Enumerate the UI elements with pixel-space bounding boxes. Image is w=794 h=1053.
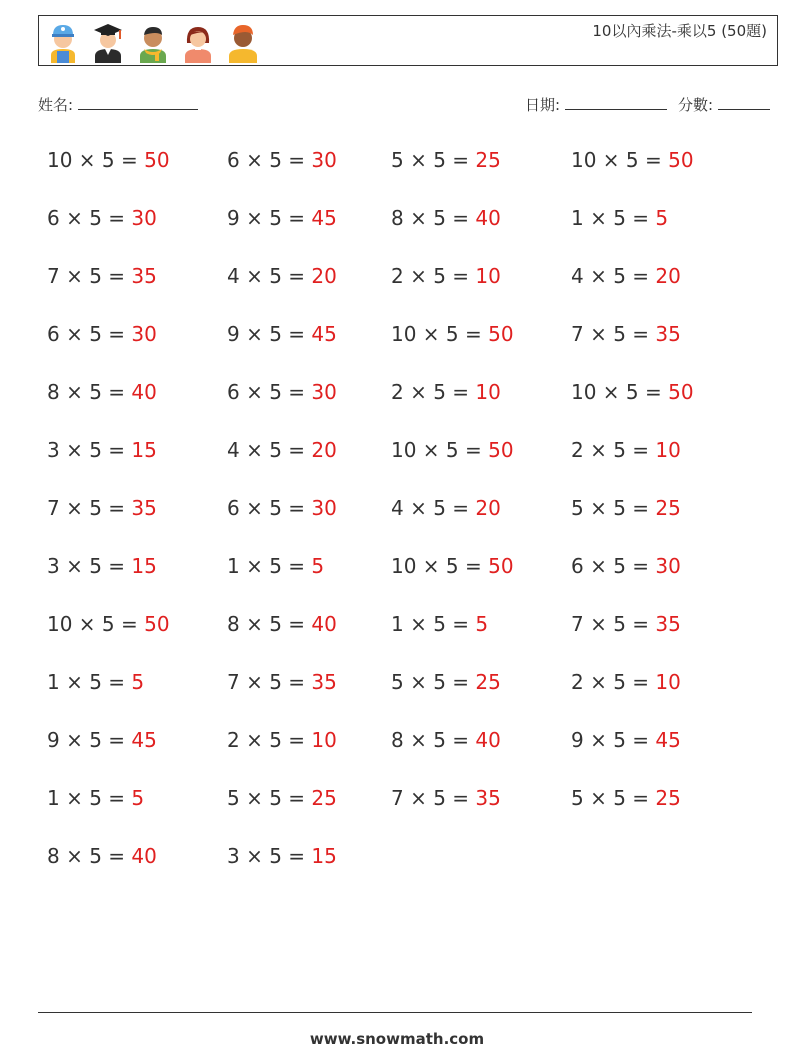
problem-item xyxy=(47,264,157,288)
problem-answer: 35 xyxy=(655,322,681,346)
problem-answer: 45 xyxy=(311,206,337,230)
problem-answer: 30 xyxy=(131,206,157,230)
problem-question: 1 × 5 = xyxy=(227,554,312,578)
problem-question: 2 × 5 = xyxy=(227,728,312,752)
problem-item xyxy=(391,496,501,520)
problem-question: 5 × 5 = xyxy=(571,786,656,810)
problem-question: 9 × 5 = xyxy=(571,728,656,752)
problem-item xyxy=(571,554,681,578)
score-label: 分數: xyxy=(678,96,714,114)
problem-question: 8 × 5 = xyxy=(227,612,312,636)
problem-item xyxy=(391,438,514,462)
problem-question: 10 × 5 = xyxy=(391,438,489,462)
problem-item xyxy=(571,438,681,462)
problem-item xyxy=(227,786,337,810)
problem-answer: 30 xyxy=(131,322,157,346)
problem-item xyxy=(571,786,681,810)
problem-question: 6 × 5 = xyxy=(227,380,312,404)
problem-answer: 30 xyxy=(655,554,681,578)
problem-answer: 40 xyxy=(311,612,337,636)
problem-answer: 40 xyxy=(131,380,157,404)
problem-question: 3 × 5 = xyxy=(227,844,312,868)
problem-item xyxy=(571,670,681,694)
problem-answer: 50 xyxy=(668,380,694,404)
problem-answer: 5 xyxy=(131,670,145,694)
problem-question: 6 × 5 = xyxy=(47,322,132,346)
problem-question: 1 × 5 = xyxy=(391,612,476,636)
problem-answer: 50 xyxy=(488,322,514,346)
date-label: 日期: xyxy=(525,96,561,114)
problem-answer: 40 xyxy=(131,844,157,868)
girl-avatar-icon xyxy=(180,19,217,63)
problem-answer: 30 xyxy=(311,380,337,404)
problem-answer: 40 xyxy=(475,206,501,230)
problem-item xyxy=(571,322,681,346)
problem-question: 1 × 5 = xyxy=(47,670,132,694)
problem-answer: 40 xyxy=(475,728,501,752)
problem-answer: 25 xyxy=(475,148,501,172)
problem-item xyxy=(227,264,337,288)
problem-question: 4 × 5 = xyxy=(227,264,312,288)
problem-question: 7 × 5 = xyxy=(227,670,312,694)
problem-question: 1 × 5 = xyxy=(571,206,656,230)
date-field[interactable] xyxy=(525,94,667,115)
problem-item xyxy=(391,148,501,172)
problem-question: 4 × 5 = xyxy=(227,438,312,462)
problem-item xyxy=(47,612,170,636)
problem-item xyxy=(571,728,681,752)
problem-question: 7 × 5 = xyxy=(47,496,132,520)
name-label: 姓名: xyxy=(38,96,74,114)
problem-answer: 20 xyxy=(311,438,337,462)
problem-answer: 35 xyxy=(131,496,157,520)
problem-item xyxy=(391,380,501,404)
problem-answer: 10 xyxy=(311,728,337,752)
problem-item xyxy=(47,148,170,172)
problem-question: 5 × 5 = xyxy=(571,496,656,520)
problem-question: 10 × 5 = xyxy=(47,612,145,636)
problem-question: 4 × 5 = xyxy=(571,264,656,288)
problem-answer: 35 xyxy=(311,670,337,694)
problem-answer: 50 xyxy=(144,148,170,172)
problem-question: 8 × 5 = xyxy=(391,206,476,230)
problem-question: 10 × 5 = xyxy=(391,554,489,578)
problem-question: 6 × 5 = xyxy=(227,496,312,520)
date-blank[interactable] xyxy=(565,95,667,110)
problem-item xyxy=(391,206,501,230)
footer-url: www.snowmath.com xyxy=(309,1030,485,1048)
problem-item xyxy=(47,728,157,752)
problem-answer: 15 xyxy=(131,554,157,578)
problem-answer: 10 xyxy=(475,264,501,288)
problem-answer: 25 xyxy=(655,786,681,810)
problem-answer: 45 xyxy=(655,728,681,752)
problem-question: 5 × 5 = xyxy=(227,786,312,810)
problem-item xyxy=(571,612,681,636)
problem-question: 2 × 5 = xyxy=(571,670,656,694)
score-field[interactable] xyxy=(678,94,770,115)
problem-question: 2 × 5 = xyxy=(391,264,476,288)
problem-item xyxy=(227,670,337,694)
problem-item xyxy=(227,844,337,868)
problem-item xyxy=(391,670,501,694)
problem-question: 10 × 5 = xyxy=(571,148,669,172)
problem-question: 8 × 5 = xyxy=(47,844,132,868)
problem-question: 5 × 5 = xyxy=(391,670,476,694)
problem-answer: 35 xyxy=(655,612,681,636)
problem-answer: 5 xyxy=(131,786,145,810)
problem-answer: 10 xyxy=(475,380,501,404)
problem-answer: 50 xyxy=(488,554,514,578)
problem-item xyxy=(391,264,501,288)
problem-answer: 10 xyxy=(655,670,681,694)
problem-question: 3 × 5 = xyxy=(47,438,132,462)
problem-item xyxy=(227,728,337,752)
problem-item xyxy=(47,496,157,520)
problem-answer: 35 xyxy=(131,264,157,288)
problem-item xyxy=(227,148,337,172)
problem-answer: 15 xyxy=(311,844,337,868)
problem-item xyxy=(391,728,501,752)
problem-item xyxy=(391,786,501,810)
problem-question: 7 × 5 = xyxy=(571,612,656,636)
problem-answer: 10 xyxy=(655,438,681,462)
problem-answer: 25 xyxy=(655,496,681,520)
problem-question: 10 × 5 = xyxy=(47,148,145,172)
problem-item xyxy=(47,670,144,694)
problem-question: 7 × 5 = xyxy=(47,264,132,288)
problem-question: 6 × 5 = xyxy=(47,206,132,230)
problem-question: 8 × 5 = xyxy=(47,380,132,404)
problem-question: 8 × 5 = xyxy=(391,728,476,752)
worksheet-title: 10以內乘法-乘以5 (50題) xyxy=(592,22,767,40)
problem-question: 9 × 5 = xyxy=(227,322,312,346)
problem-answer: 15 xyxy=(131,438,157,462)
problem-question: 2 × 5 = xyxy=(571,438,656,462)
problem-answer: 45 xyxy=(131,728,157,752)
problem-item xyxy=(47,322,157,346)
worksheet-header xyxy=(38,15,778,66)
problem-item xyxy=(47,206,157,230)
problem-item xyxy=(571,264,681,288)
problem-item xyxy=(571,206,668,230)
problem-question: 7 × 5 = xyxy=(571,322,656,346)
problem-question: 4 × 5 = xyxy=(391,496,476,520)
problem-item xyxy=(571,496,681,520)
problem-answer: 20 xyxy=(475,496,501,520)
problem-question: 10 × 5 = xyxy=(391,322,489,346)
problem-answer: 5 xyxy=(655,206,669,230)
problem-item xyxy=(391,554,514,578)
problem-answer: 25 xyxy=(475,670,501,694)
problem-item xyxy=(571,380,694,404)
problem-question: 5 × 5 = xyxy=(391,148,476,172)
problem-item xyxy=(227,496,337,520)
problem-item xyxy=(47,786,144,810)
problem-item xyxy=(47,554,157,578)
problem-question: 6 × 5 = xyxy=(571,554,656,578)
problem-answer: 35 xyxy=(475,786,501,810)
problem-question: 9 × 5 = xyxy=(47,728,132,752)
problem-question: 9 × 5 = xyxy=(227,206,312,230)
name-blank[interactable] xyxy=(78,95,198,110)
problem-question: 1 × 5 = xyxy=(47,786,132,810)
problem-item xyxy=(227,438,337,462)
problem-question: 6 × 5 = xyxy=(227,148,312,172)
problem-item xyxy=(47,380,157,404)
problem-answer: 45 xyxy=(311,322,337,346)
name-field[interactable] xyxy=(38,94,198,115)
problem-question: 2 × 5 = xyxy=(391,380,476,404)
problem-item xyxy=(391,322,514,346)
problem-question: 3 × 5 = xyxy=(47,554,132,578)
problem-item xyxy=(47,844,157,868)
problem-answer: 5 xyxy=(311,554,325,578)
problem-answer: 5 xyxy=(475,612,489,636)
problem-item xyxy=(227,322,337,346)
worker-avatar-icon xyxy=(45,19,82,63)
score-blank[interactable] xyxy=(718,95,770,110)
graduate-avatar-icon xyxy=(90,19,127,63)
problem-answer: 20 xyxy=(655,264,681,288)
problem-answer: 50 xyxy=(668,148,694,172)
problem-item xyxy=(227,612,337,636)
footer-divider xyxy=(38,1012,752,1013)
problem-answer: 30 xyxy=(311,496,337,520)
problem-question: 7 × 5 = xyxy=(391,786,476,810)
problem-item xyxy=(571,148,694,172)
problem-item xyxy=(391,612,488,636)
boy-avatar-icon xyxy=(225,19,262,63)
problem-answer: 50 xyxy=(144,612,170,636)
problem-item xyxy=(47,438,157,462)
problem-question: 10 × 5 = xyxy=(571,380,669,404)
problem-answer: 20 xyxy=(311,264,337,288)
problem-item xyxy=(227,554,324,578)
student-scarf-avatar-icon xyxy=(135,19,172,63)
problem-item xyxy=(227,206,337,230)
problem-answer: 25 xyxy=(311,786,337,810)
problem-answer: 50 xyxy=(488,438,514,462)
avatar-strip xyxy=(45,19,262,63)
problem-item xyxy=(227,380,337,404)
problem-answer: 30 xyxy=(311,148,337,172)
